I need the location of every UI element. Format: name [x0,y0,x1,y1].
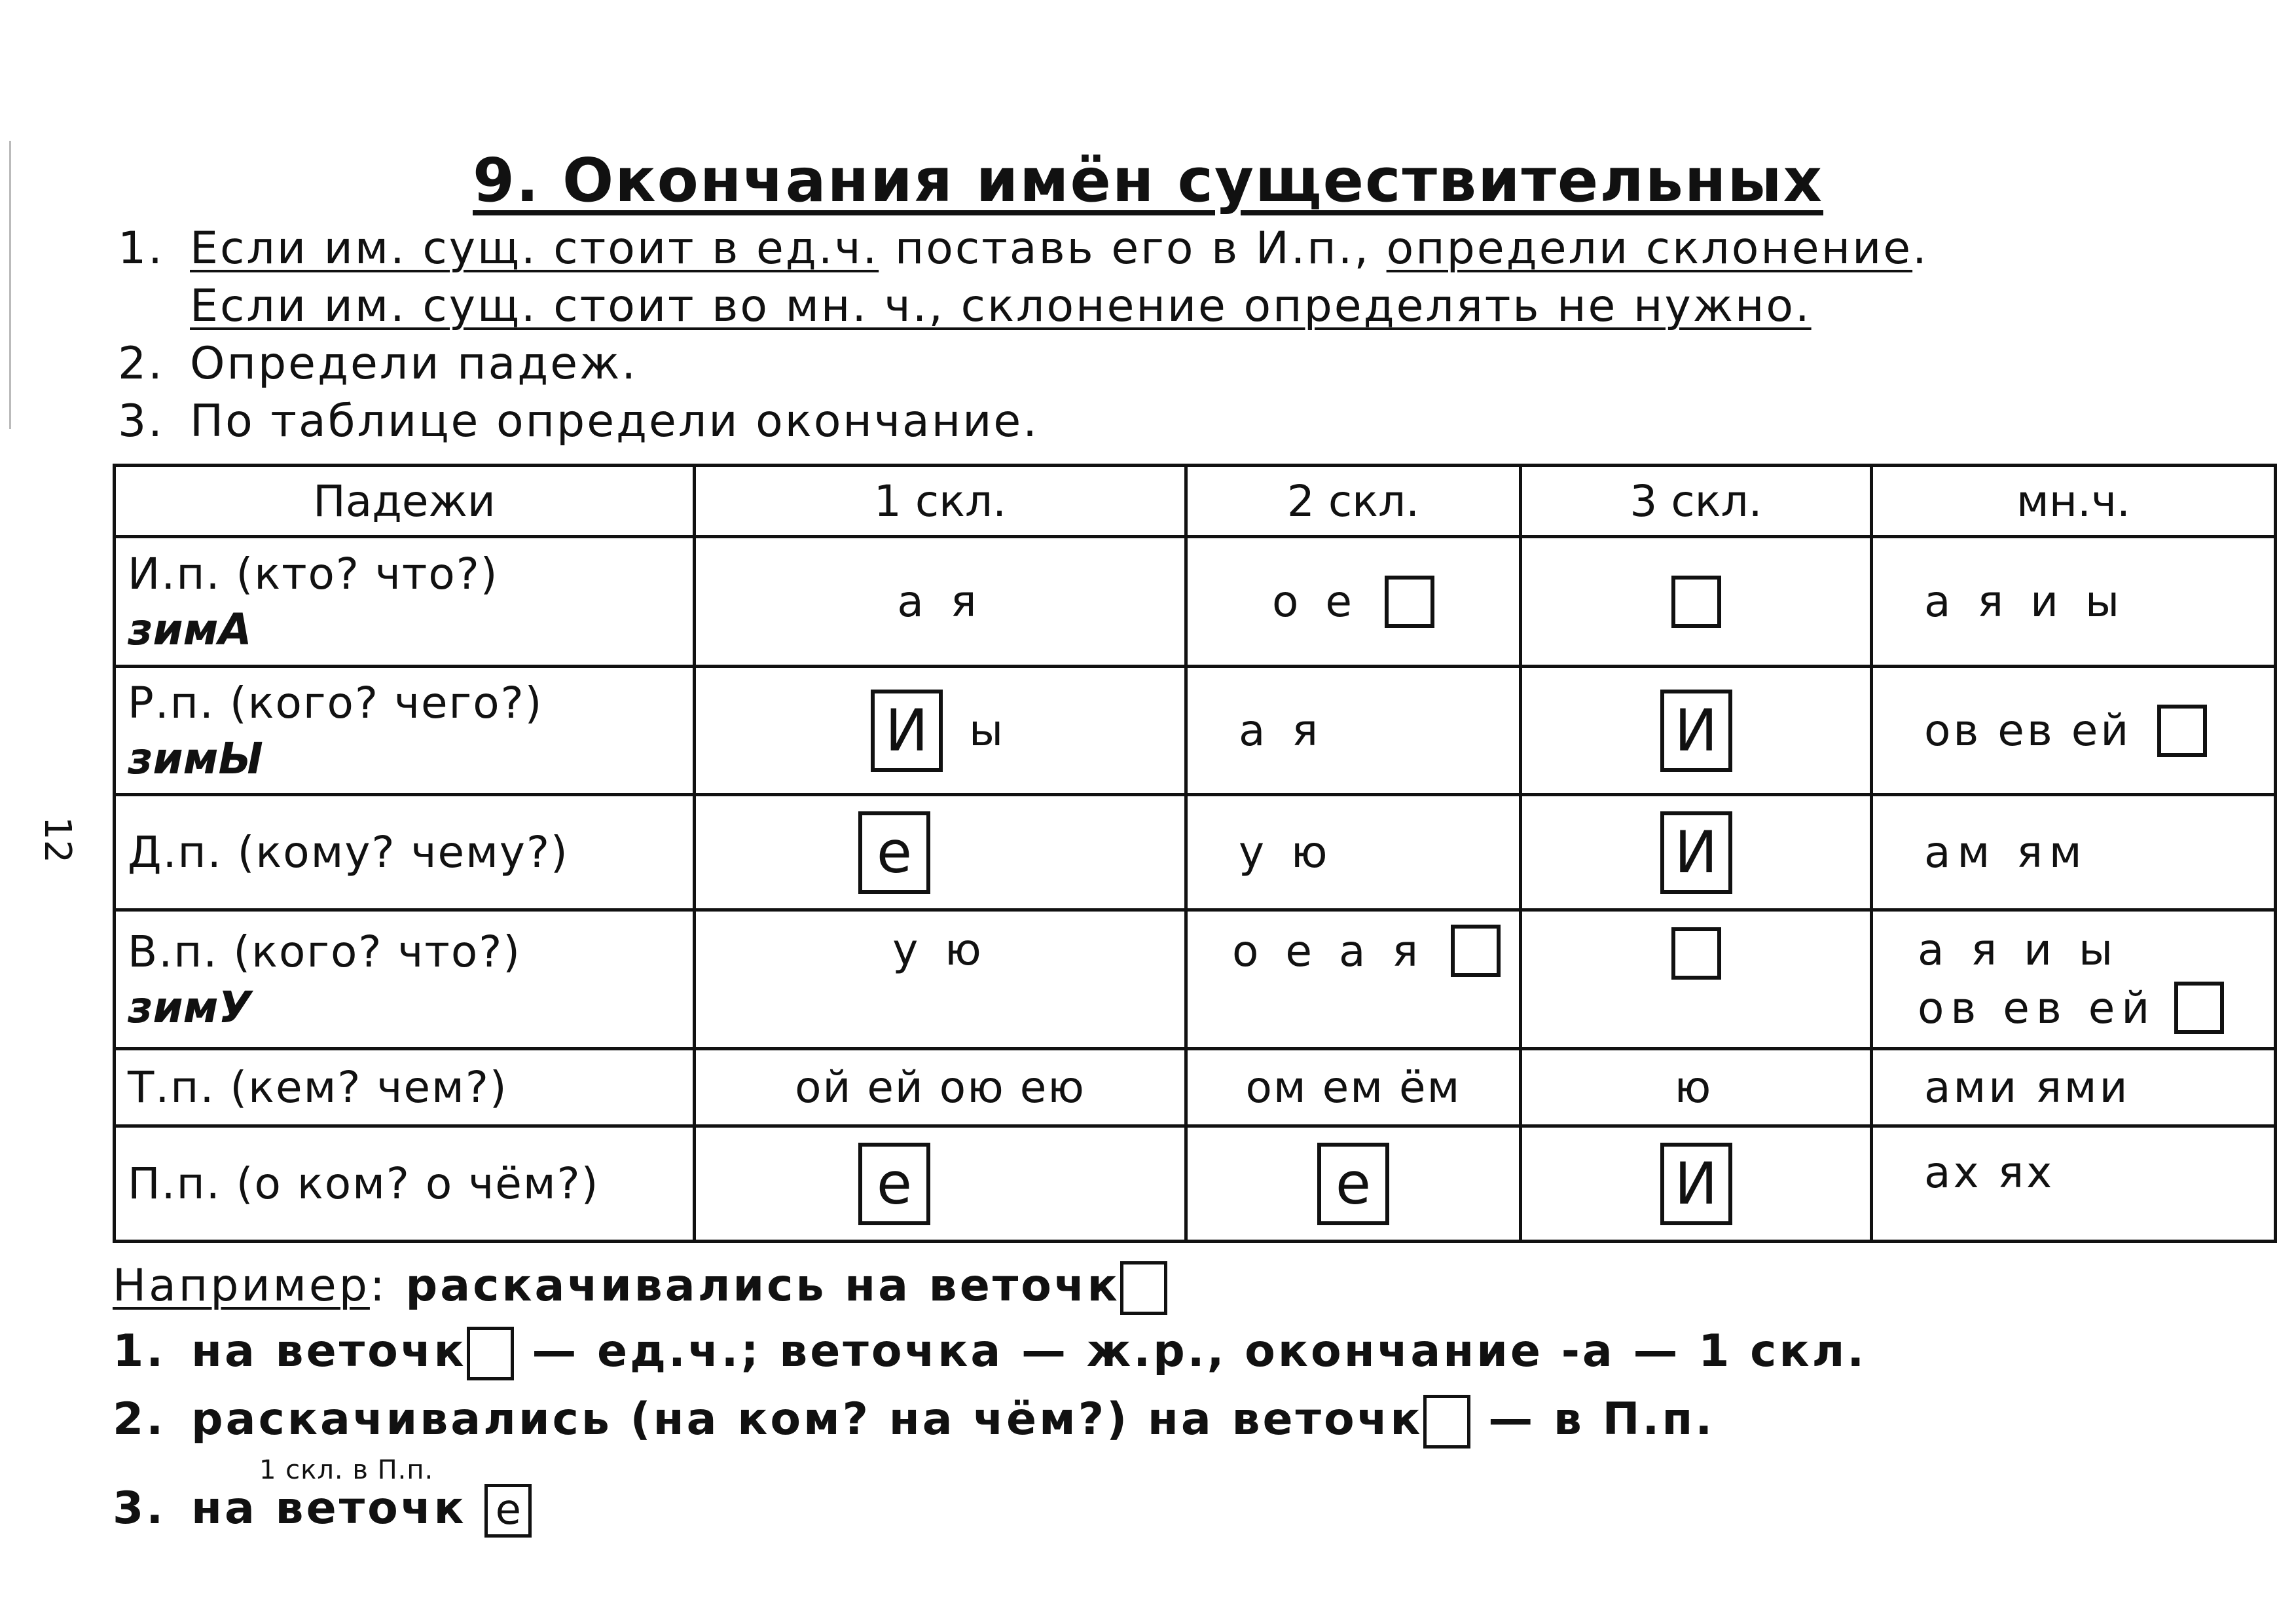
empty-ending-box [1423,1395,1470,1449]
ending-cell [1521,910,1872,1049]
case-cell [115,910,695,1049]
ending-cell [695,1126,1186,1242]
case-cell [115,1049,695,1126]
ending-cell: у ю [695,910,1186,1049]
ending-cell [1521,537,1872,667]
header-decl-3: 3 скл. [1521,466,1872,537]
example-heading: Например: раскачивались на веточк [113,1260,1167,1315]
table-row-genitive [115,667,2276,795]
ending-cell: о е а я [1186,910,1521,1049]
case-label: Д.п. (кому? чему?) [128,827,569,877]
ending-cell [1521,667,1872,795]
empty-ending-box [1451,925,1501,977]
empty-ending-box [1671,576,1721,628]
header-cases: Падежи [115,466,695,537]
filled-ending-box: е [484,1484,532,1538]
page-number: 12 [36,816,79,864]
table-row-instrumental [115,1049,2276,1126]
case-cell [115,667,695,795]
instruction-step-1: 1. Если им. сущ. стоит в ед.ч. поставь его в И.п., определи склонение. [118,223,1929,274]
empty-ending-box [1385,576,1434,628]
ending-cell: И ы [695,667,1186,795]
empty-ending-box [1120,1261,1167,1315]
table-row-dative [115,795,2276,910]
example-step-3: 3. на веточк е [113,1483,532,1538]
ending-box: е [1317,1143,1389,1225]
example-annotation: 1 скл. в П.п. [259,1455,434,1485]
ending-cell: ами ями [1872,1049,2276,1126]
table-row-nominative [115,537,2276,667]
case-label: Т.п. (кем? чем?) [128,1062,508,1113]
case-example: зимЫ [128,733,263,784]
ending-cell: ом ем ём [1186,1049,1521,1126]
endings-table [113,464,2277,1243]
empty-ending-box [1671,927,1721,980]
header-decl-2: 2 скл. [1186,466,1521,537]
ending-cell: а я [695,537,1186,667]
ending-box: И [1660,690,1732,772]
ending-box: е [858,811,930,894]
case-label: И.п. (кто? что?) [128,548,499,599]
case-cell [115,1126,695,1242]
empty-ending-box [467,1327,514,1380]
ending-cell: у ю [1186,795,1521,910]
empty-ending-box [2157,705,2207,757]
case-label: В.п. (кого? что?) [128,926,522,977]
ending-cell [1521,795,1872,910]
ending-box: е [858,1143,930,1225]
table-row-prepositional [115,1126,2276,1242]
ending-box: И [1660,811,1732,894]
ending-cell: ов ев ей [1872,667,2276,795]
header-plural: мн.ч. [1872,466,2276,537]
header-decl-1: 1 скл. [695,466,1186,537]
ending-box: И [1660,1143,1732,1225]
example-step-1: 1. на веточк — ед.ч.; веточка — ж.р., окончание -а — 1 скл. [113,1325,1867,1380]
instruction-step-3: 3. По таблице определи окончание. [118,396,1039,447]
ending-cell [1521,1126,1872,1242]
ending-cell: а я и ы [1872,537,2276,667]
example-step-2: 2. раскачивались (на ком? на чём?) на веточк — в П.п. [113,1393,1715,1449]
case-cell [115,795,695,910]
ending-cell [695,795,1186,910]
ending-cell: ам ям [1872,795,2276,910]
ending-cell: ах ях [1872,1126,2276,1242]
ending-cell: а я [1186,667,1521,795]
ending-cell: а я и ы ов ев ей [1872,910,2276,1049]
case-label: П.п. (о ком? о чём?) [128,1158,600,1209]
instruction-step-1-line-2: Если им. сущ. стоит во мн. ч., склонение определять не нужно. [190,280,1812,332]
case-cell [115,537,695,667]
ending-box: И [871,690,943,772]
ending-cell: о е [1186,537,1521,667]
instruction-step-2: 2. Определи падеж. [118,338,638,390]
ending-cell [1186,1126,1521,1242]
case-example: зимА [128,604,252,655]
empty-ending-box [2174,982,2224,1034]
case-label: Р.п. (кого? чего?) [128,677,543,728]
table-row-accusative [115,910,2276,1049]
page-title: 9. Окончания имён существительных [473,145,1823,215]
case-example: зимУ [128,982,252,1033]
ending-cell: ой ей ою ею [695,1049,1186,1126]
table-header-row [115,466,2276,537]
ending-cell: ю [1521,1049,1872,1126]
